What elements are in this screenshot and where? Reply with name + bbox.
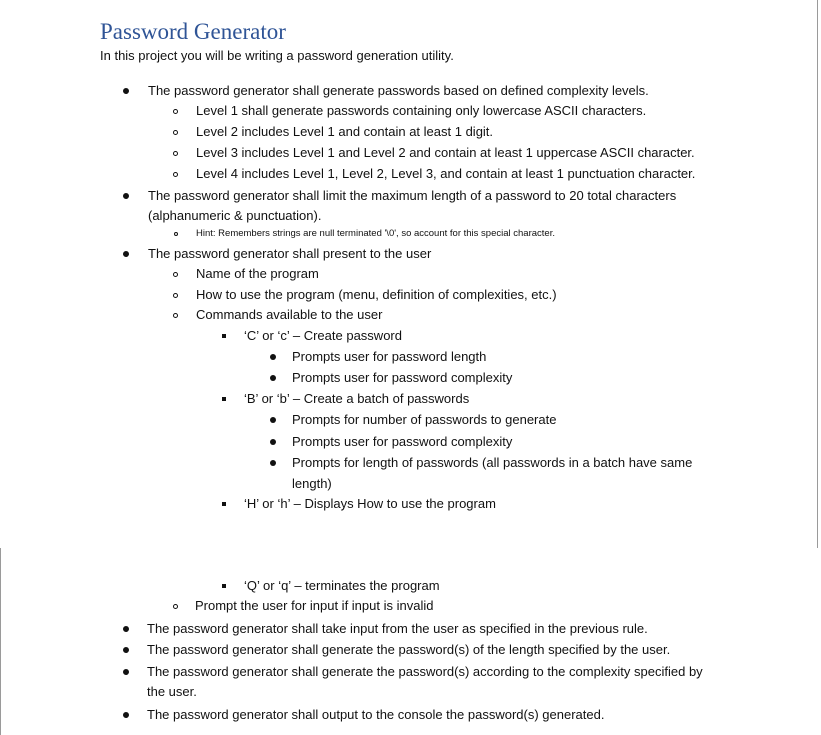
command-create-prompt-length: Prompts user for password length xyxy=(292,349,487,364)
sub-bullet-marker xyxy=(173,151,178,156)
command-batch: ‘B’ or ‘b’ – Create a batch of passwords xyxy=(244,391,470,406)
requirement-present: The password generator shall present to the user xyxy=(148,246,432,261)
command-create-prompt-complexity: Prompts user for password complexity xyxy=(292,370,513,385)
command-batch-prompt-length-cont: length) xyxy=(292,476,332,491)
command-create: ‘C’ or ‘c’ – Create password xyxy=(244,328,402,343)
command-help: ‘H’ or ‘h’ – Displays How to use the program xyxy=(244,496,496,511)
requirement-complexity-gen: The password generator shall generate the password(s) according to the complexity specified by xyxy=(147,664,703,679)
bullet-marker xyxy=(123,712,129,718)
requirement-max-length: The password generator shall limit the maximum length of a password to 20 total characters xyxy=(148,188,677,203)
requirement-complexity: The password generator shall generate passwords based on defined complexity levels. xyxy=(148,83,649,98)
sub-bullet-marker xyxy=(173,293,178,298)
sub-bullet-marker xyxy=(174,232,178,236)
sub-bullet-marker xyxy=(173,172,178,177)
sub-bullet-marker xyxy=(173,272,178,277)
bullet-marker xyxy=(123,251,129,257)
square-bullet-marker xyxy=(222,397,226,401)
bullet-marker xyxy=(123,647,129,653)
bullet-marker xyxy=(270,417,276,423)
requirement-length: The password generator shall generate the password(s) of the length specified by the user. xyxy=(147,642,671,657)
bullet-marker xyxy=(270,375,276,381)
level-1-item: Level 1 shall generate passwords containing only lowercase ASCII characters. xyxy=(196,103,647,118)
requirement-complexity-gen-cont: the user. xyxy=(147,684,197,699)
sub-bullet-marker xyxy=(173,130,178,135)
level-4-item: Level 4 includes Level 1, Level 2, Level 3, and contain at least 1 punctuation character. xyxy=(196,166,696,181)
bullet-marker xyxy=(270,439,276,445)
square-bullet-marker xyxy=(222,584,226,588)
page-border-left xyxy=(0,548,1,735)
sub-bullet-marker xyxy=(173,109,178,114)
requirement-max-length-cont: (alphanumeric & punctuation). xyxy=(148,208,322,223)
present-name-item: Name of the program xyxy=(196,266,319,281)
bullet-marker xyxy=(123,669,129,675)
present-howto-item: How to use the program (menu, definition of complexities, etc.) xyxy=(196,287,557,302)
square-bullet-marker xyxy=(222,334,226,338)
command-batch-prompt-count: Prompts for number of passwords to generate xyxy=(292,412,557,427)
command-batch-prompt-length: Prompts for length of passwords (all passwords in a batch have same xyxy=(292,455,693,470)
intro-paragraph: In this project you will be writing a password generation utility. xyxy=(100,48,454,63)
sub-bullet-marker xyxy=(173,313,178,318)
hint-note: Hint: Remembers strings are null terminated '\0', so account for this special character. xyxy=(196,228,555,239)
invalid-input-item: Prompt the user for input if input is invalid xyxy=(195,598,434,613)
command-batch-prompt-complexity: Prompts user for password complexity xyxy=(292,434,513,449)
bullet-marker xyxy=(270,460,276,466)
page-border-right xyxy=(817,0,818,548)
level-2-item: Level 2 includes Level 1 and contain at least 1 digit. xyxy=(196,124,494,139)
level-3-item: Level 3 includes Level 1 and Level 2 and contain at least 1 uppercase ASCII character. xyxy=(196,145,695,160)
present-commands-item: Commands available to the user xyxy=(196,307,383,322)
requirement-output: The password generator shall output to the console the password(s) generated. xyxy=(147,707,605,722)
command-quit: ‘Q’ or ‘q’ – terminates the program xyxy=(244,578,440,593)
bullet-marker xyxy=(123,88,129,94)
page-title: Password Generator xyxy=(100,19,286,44)
square-bullet-marker xyxy=(222,502,226,506)
requirement-take-input: The password generator shall take input from the user as specified in the previous rule. xyxy=(147,621,648,636)
bullet-marker xyxy=(123,626,129,632)
bullet-marker xyxy=(123,193,129,199)
sub-bullet-marker xyxy=(173,604,178,609)
bullet-marker xyxy=(270,354,276,360)
